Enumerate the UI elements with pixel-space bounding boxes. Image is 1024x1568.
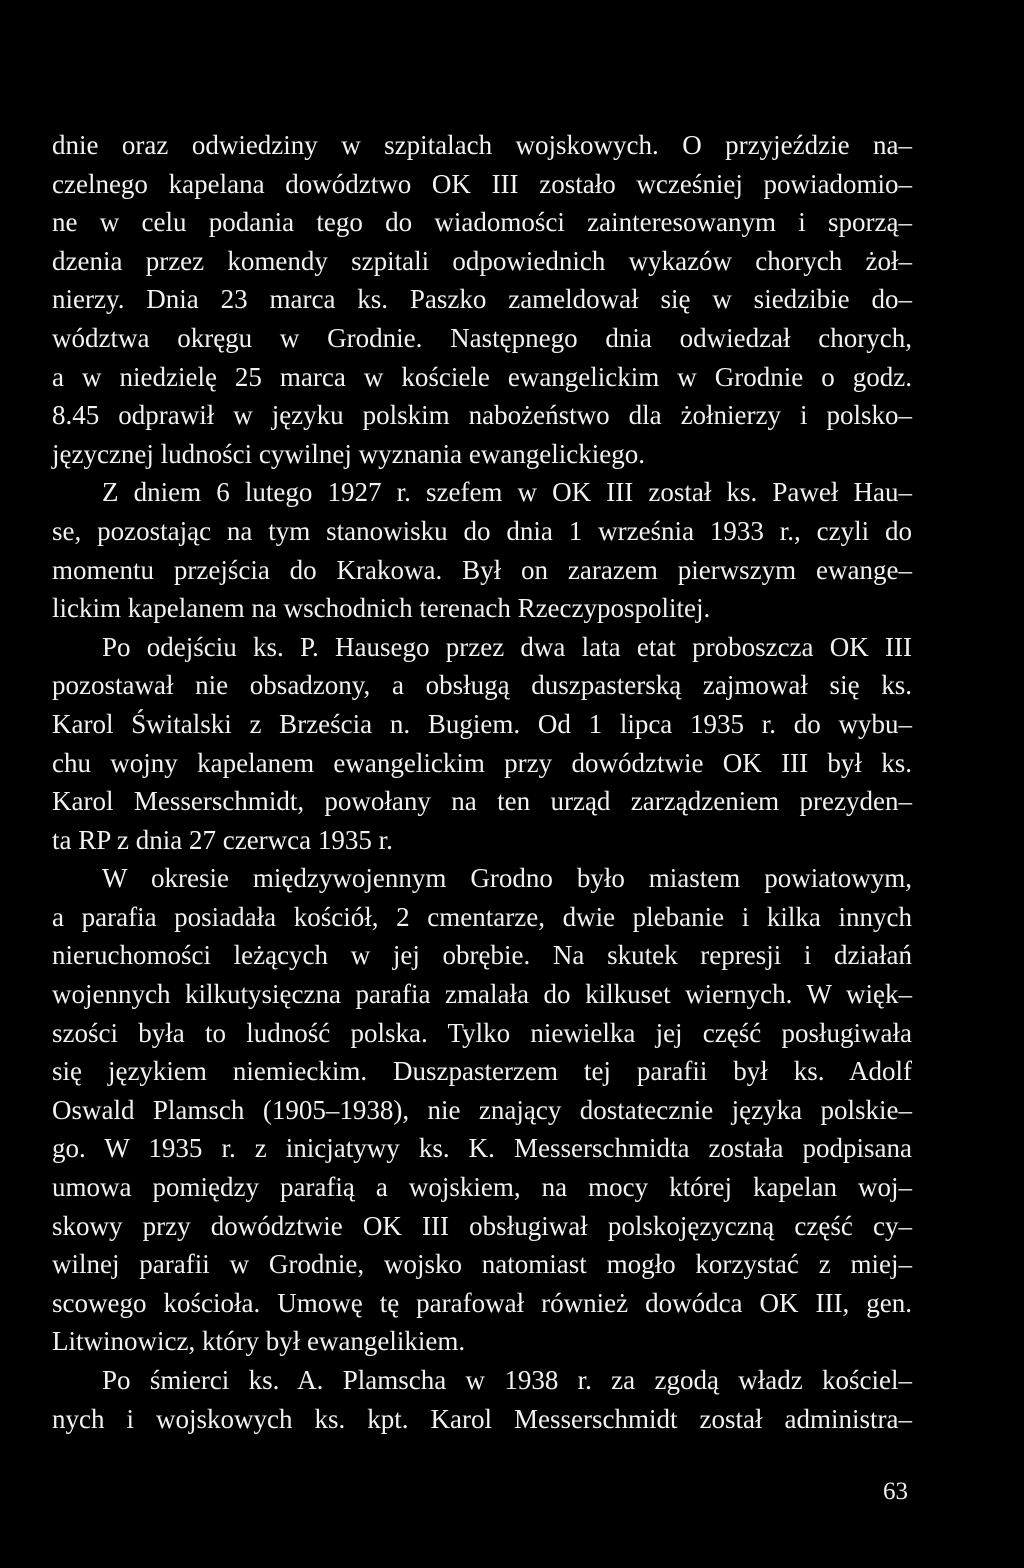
text-line: wojennych kilkutysięczna parafia zmalała do kilkuset wiernych. W więk–: [52, 979, 912, 1010]
text-line: lickim kapelanem na wschodnich terenach Rzeczypospolitej.: [52, 593, 711, 624]
text-line: szości była to ludność polska. Tylko niewielka jej część posługiwała: [52, 1017, 912, 1048]
text-line: dnie oraz odwiedziny w szpitalach wojskowych. O przyjeździe na–: [52, 130, 912, 160]
text-line: chu wojny kapelanem ewangelickim przy dowództwie OK III był ks.: [52, 747, 912, 778]
text-line: 8.45 odprawił w języku polskim nabożeństwo dla żołnierzy i polsko–: [52, 400, 912, 431]
text-line: se, pozostając na tym stanowisku do dnia 1 września 1933 r., czyli do: [52, 515, 912, 546]
text-line: Litwinowicz, który był ewangelikiem.: [52, 1326, 466, 1357]
text-line: nierzy. Dnia 23 marca ks. Paszko zameldował się w siedzibie do–: [52, 284, 912, 315]
text-line: momentu przejścia do Krakowa. Był on zarazem pierwszym ewange–: [52, 554, 912, 585]
text-line: Karol Świtalski z Brześcia n. Bugiem. Od 1 lipca 1935 r. do wybu–: [52, 708, 912, 739]
text-line: się językiem niemieckim. Duszpasterzem tej parafii był ks. Adolf: [52, 1056, 912, 1087]
text-line: Z dniem 6 lutego 1927 r. szefem w OK III został ks. Paweł Hau–: [102, 477, 912, 508]
text-line: wództwa okręgu w Grodnie. Następnego dnia odwiedzał chorych,: [52, 322, 912, 353]
text-line: ne w celu podania tego do wiadomości zainteresowanym i sporzą–: [52, 207, 912, 238]
text-line: wilnej parafii w Grodnie, wojsko natomiast mogło korzystać z miej–: [52, 1249, 912, 1280]
text-line: ta RP z dnia 27 czerwca 1935 r.: [52, 824, 393, 855]
page-number: 63: [883, 1478, 908, 1505]
text-line: Karol Messerschmidt, powołany na ten urząd zarządzeniem prezyden–: [52, 786, 912, 817]
text-line: a parafia posiadała kościół, 2 cmentarze, dwie plebanie i kilka innych: [52, 901, 912, 932]
text-line: dzenia przez komendy szpitali odpowiednich wykazów chorych żoł–: [52, 245, 912, 276]
text-line: czelnego kapelana dowództwo OK III zostało wcześniej powiadomio–: [52, 168, 912, 199]
text-line: Oswald Plamsch (1905–1938), nie znający dostatecznie języka polskie–: [52, 1094, 912, 1125]
text-line: pozostawał nie obsadzony, a obsługą duszpasterską zajmował się ks.: [52, 670, 912, 701]
text-line: Po śmierci ks. A. Plamscha w 1938 r. za zgodą władz kościel–: [102, 1365, 912, 1395]
text-line: W okresie międzywojennym Grodno było miastem powiatowym,: [102, 863, 912, 894]
text-line: Po odejściu ks. P. Hausego przez dwa lata etat proboszcza OK III: [102, 631, 912, 662]
text-line: go. W 1935 r. z inicjatywy ks. K. Messerschmidta została podpisana: [52, 1133, 912, 1164]
text-line: skowy przy dowództwie OK III obsługiwał polskojęzyczną część cy–: [52, 1210, 912, 1241]
text-line: języcznej ludności cywilnej wyznania ewangelickiego.: [52, 438, 646, 469]
body-text: [52, 126, 912, 1438]
text-line: scowego kościoła. Umowę tę parafował również dowódca OK III, gen.: [52, 1287, 912, 1318]
text-line: umowa pomiędzy parafią a wojskiem, na mocy której kapelan woj–: [52, 1172, 912, 1203]
text-line: a w niedzielę 25 marca w kościele ewangelickim w Grodnie o godz.: [52, 361, 912, 392]
text-line: nych i wojskowych ks. kpt. Karol Messerschmidt został administra–: [52, 1403, 912, 1434]
text-line: nieruchomości leżących w jej obrębie. Na skutek represji i działań: [52, 940, 912, 971]
